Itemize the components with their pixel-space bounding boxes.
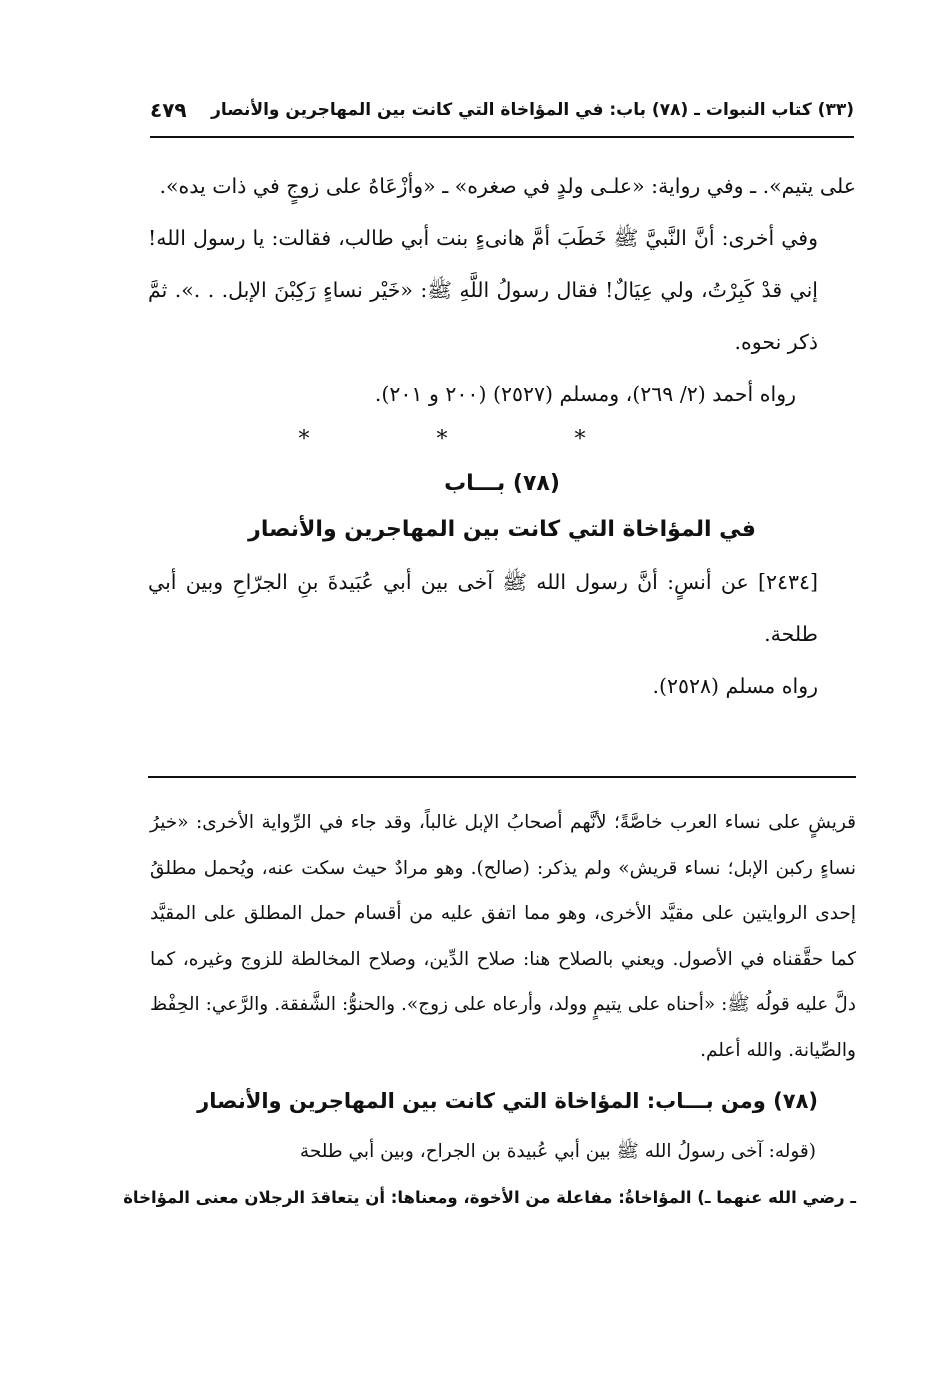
running-header bbox=[150, 92, 854, 138]
section-divider-stars: * * * bbox=[298, 427, 646, 452]
footnote-separator bbox=[148, 776, 856, 778]
commentary-paragraph: قريشٍ على نساء العرب خاصَّةً؛ لأنَّهم أصحابُ الإبل غالباً، وقد جاء في الرِّواية الأخرى: «خيرُ نساءٍ ركبن الإبل؛ نساء قريش» ولم يذكر: (صالح). وهو مرادٌ حيث سكت عنه، ويُحمل مطلقُ إحدى الروايتين على مقيَّد الأخرى، وهو مما اتفق عليه من أقسام حمل المطلق على المقيَّد كما حقَّقناه في الأصول. ويعني بالصلاح هنا: صلاح الدِّين، وصلاح المخالطة للزوج وغيره، كما دلَّ عليه قولُه ﷺ: «أحناه على يتيمٍ وولد، وأرعاه على زوج». والحنوُّ: الشَّفقة. والرَّعي: الحِفْظ والصِّيانة. والله أعلم. bbox=[150, 812, 856, 1061]
commentary-last-line bbox=[123, 1175, 856, 1221]
commentary-last-line-text: ـ رضي الله عنهما ـ) المؤاخاةُ: مفاعلة من الأخوة، ومعناها: أن يتعاقدَ الرجلان معنى المؤاخاة bbox=[123, 1187, 856, 1207]
hadith-source: رواه مسلم (٢٥٢٨). bbox=[652, 674, 818, 698]
commentary-text bbox=[123, 800, 856, 1220]
chapter-title: في المؤاخاة التي كانت بين المهاجرين والأنصار bbox=[248, 517, 756, 542]
page-number: ٤٧٩ bbox=[150, 98, 187, 122]
commentary-heading: (٧٨) ومن بـــاب: المؤاخاة التي كانت بين المهاجرين والأنصار bbox=[197, 1089, 818, 1113]
main-text bbox=[148, 160, 856, 712]
commentary-quote: (قوله: آخى رسولُ الله ﷺ بين أبي عُبيدة بن الجراح، وبين أبي طلحة bbox=[299, 1141, 816, 1162]
paragraph-1: على يتيم». ـ وفي رواية: «علـى ولدٍ في صغره» ـ «وأزْعَاهُ على زوجٍ في ذات يده». bbox=[159, 174, 856, 198]
paragraph-2: وفي أخرى: أنَّ النَّبيَّ ﷺ خَطَبَ أمَّ هانىءٍ بنت أبي طالب، فقالت: يا رسول الله! إني قدْ كَبِرْتُ، ولي عِيَالٌ! فقال رسولُ اللَّهِ ﷺ: «خَيْر نساءٍ رَكِبْنَ الإبل. . .». ثمَّ ذكر نحوه. bbox=[148, 226, 818, 354]
narration-source-1: رواه أحمد (٢/ ٢٦٩)، ومسلم (٢٥٢٧) (٢٠٠ و ٢٠١). bbox=[374, 382, 796, 406]
chapter-label: (٧٨) بـــاب bbox=[444, 471, 560, 496]
running-title: (٣٣) كتاب النبوات ـ (٧٨) باب: في المؤاخاة التي كانت بين المهاجرين والأنصار bbox=[211, 100, 854, 120]
hadith-text: [٢٤٣٤] عن أنسٍ: أنَّ رسول الله ﷺ آخى بين أبي عُبَيدةَ بنِ الجرّاحِ وبين أبي طلحة. bbox=[148, 570, 818, 646]
